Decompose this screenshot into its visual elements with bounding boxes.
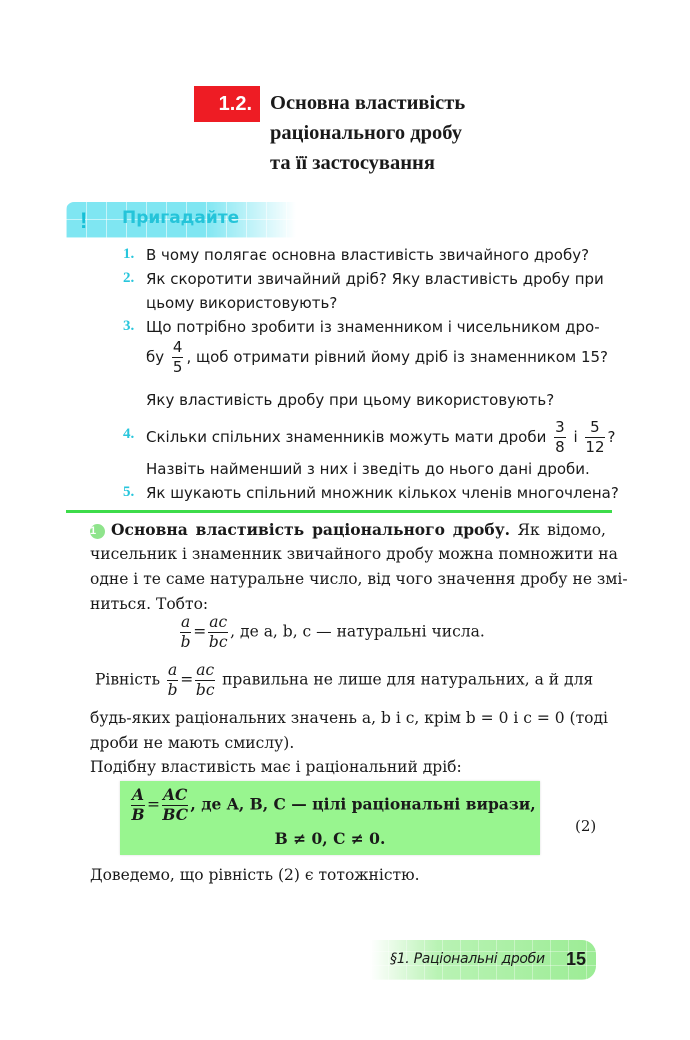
fraction-denominator: 5 — [172, 358, 183, 376]
fraction — [172, 340, 184, 375]
text: , щоб отримати рівний йому дріб із знаменником 15? — [186, 348, 609, 366]
paragraph-line: чисельник і знаменник звичайного дробу можна помножити на — [90, 545, 618, 563]
formula-natural — [178, 614, 485, 651]
question-number: 5. — [123, 484, 135, 500]
equals-sign: = — [180, 670, 194, 689]
page-footer — [370, 940, 596, 980]
remember-banner — [66, 202, 296, 238]
question-number: 1. — [123, 246, 135, 262]
fraction-numerator: 4 — [172, 338, 183, 356]
highlighted-formula-box — [120, 781, 540, 855]
question-number: 2. — [123, 270, 135, 286]
fraction-numerator: 3 — [555, 418, 565, 436]
fraction — [131, 787, 145, 824]
question-text: Що потрібно зробити із знаменником і чисельником дро- — [146, 318, 600, 336]
section-number: 1.2. — [218, 92, 252, 115]
exclamation-icon: ! — [80, 208, 88, 233]
paragraph-line: ниться. Тобто: — [90, 595, 209, 613]
fraction — [167, 662, 178, 699]
text: Скільки спільних знаменників можуть мати дроби — [146, 428, 547, 446]
text: Як відомо, — [517, 521, 606, 539]
fraction-numerator: ac — [195, 662, 215, 681]
section-number-badge — [194, 86, 260, 122]
fraction-denominator: B — [131, 805, 145, 825]
question-text-with-fraction — [146, 340, 608, 375]
text: Рівність — [94, 670, 161, 689]
paragraph-line: будь-яких раціональних значень a, b і c, крім b = 0 і c = 0 (тоді — [90, 709, 609, 727]
fraction-numerator: a — [167, 662, 178, 681]
fraction-denominator: bc — [195, 681, 215, 700]
paragraph-line — [90, 520, 606, 539]
fraction-numerator: 5 — [585, 420, 604, 438]
fraction-denominator: 8 — [555, 438, 565, 456]
remember-label: Пригадайте — [122, 208, 240, 228]
paragraph-line: Подібну властивість має і раціональний дріб: — [90, 758, 462, 776]
subsection-title: Основна властивість раціонального дробу. — [111, 520, 511, 539]
paragraph-line: Доведемо, що рівність (2) є тотожністю. — [90, 866, 420, 884]
fraction — [162, 787, 188, 824]
section-divider — [66, 510, 612, 513]
fraction — [180, 614, 191, 651]
question-text: Яку властивість дробу при цьому використовують? — [146, 391, 555, 409]
fraction-numerator: a — [180, 614, 191, 633]
fraction-numerator: AC — [162, 787, 188, 806]
paragraph-line: одне і те саме натуральне число, від чого значення дробу не змі- — [90, 570, 628, 588]
equation-number: (2) — [575, 817, 597, 835]
fraction-denominator: b — [180, 633, 191, 652]
formula-rational — [129, 787, 536, 824]
text: бу — [146, 348, 165, 366]
formula-description: де a, b, c — натуральні числа. — [240, 622, 485, 641]
question-text: Як скоротити звичайний дріб? Яку властивість дробу при — [146, 270, 604, 288]
text: ? — [607, 428, 616, 446]
fraction — [554, 420, 566, 455]
question-number: 3. — [123, 318, 135, 334]
question-text-with-fractions — [146, 420, 615, 455]
question-text: Як шукають спільний множник кількох членів многочлена? — [146, 484, 619, 502]
fraction-denominator: bc — [208, 633, 228, 652]
fraction-numerator: ac — [208, 614, 228, 633]
question-number: 4. — [123, 426, 135, 442]
question-text: В чому полягає основна властивість звичайного дробу? — [146, 246, 590, 264]
formula-conditions: B ≠ 0, C ≠ 0. — [274, 829, 386, 848]
fraction — [195, 662, 215, 699]
text: правильна не лише для натуральних, а й для — [222, 670, 594, 689]
fraction-denominator: BC — [162, 805, 189, 825]
fraction-denominator: b — [167, 681, 178, 700]
equals-sign: = — [193, 622, 207, 641]
fraction — [208, 614, 228, 651]
equals-sign: = — [147, 795, 161, 814]
chapter-label: §1. Раціональні дроби — [390, 951, 545, 967]
paragraph-line — [90, 662, 606, 699]
page-number: 15 — [565, 949, 586, 969]
paragraph-line: дроби не мають смислу). — [90, 734, 295, 752]
section-title-line: та її застосування — [270, 152, 435, 174]
section-title-line: Основна властивість — [270, 92, 466, 114]
subsection-marker-icon: 1 — [90, 524, 105, 539]
formula-description: , де A, B, C — цілі раціональні вирази, — [190, 794, 536, 814]
question-text: Назвіть найменший з них і зведіть до нього дані дроби. — [146, 460, 590, 478]
question-text: цьому використовують? — [146, 294, 338, 312]
text: , — [230, 622, 236, 641]
fraction-denominator: 12 — [585, 438, 605, 456]
fraction-numerator: A — [131, 787, 145, 806]
fraction — [585, 420, 604, 455]
text: і — [573, 428, 578, 446]
section-title — [270, 88, 465, 178]
section-title-line: раціонального дробу — [270, 122, 462, 144]
